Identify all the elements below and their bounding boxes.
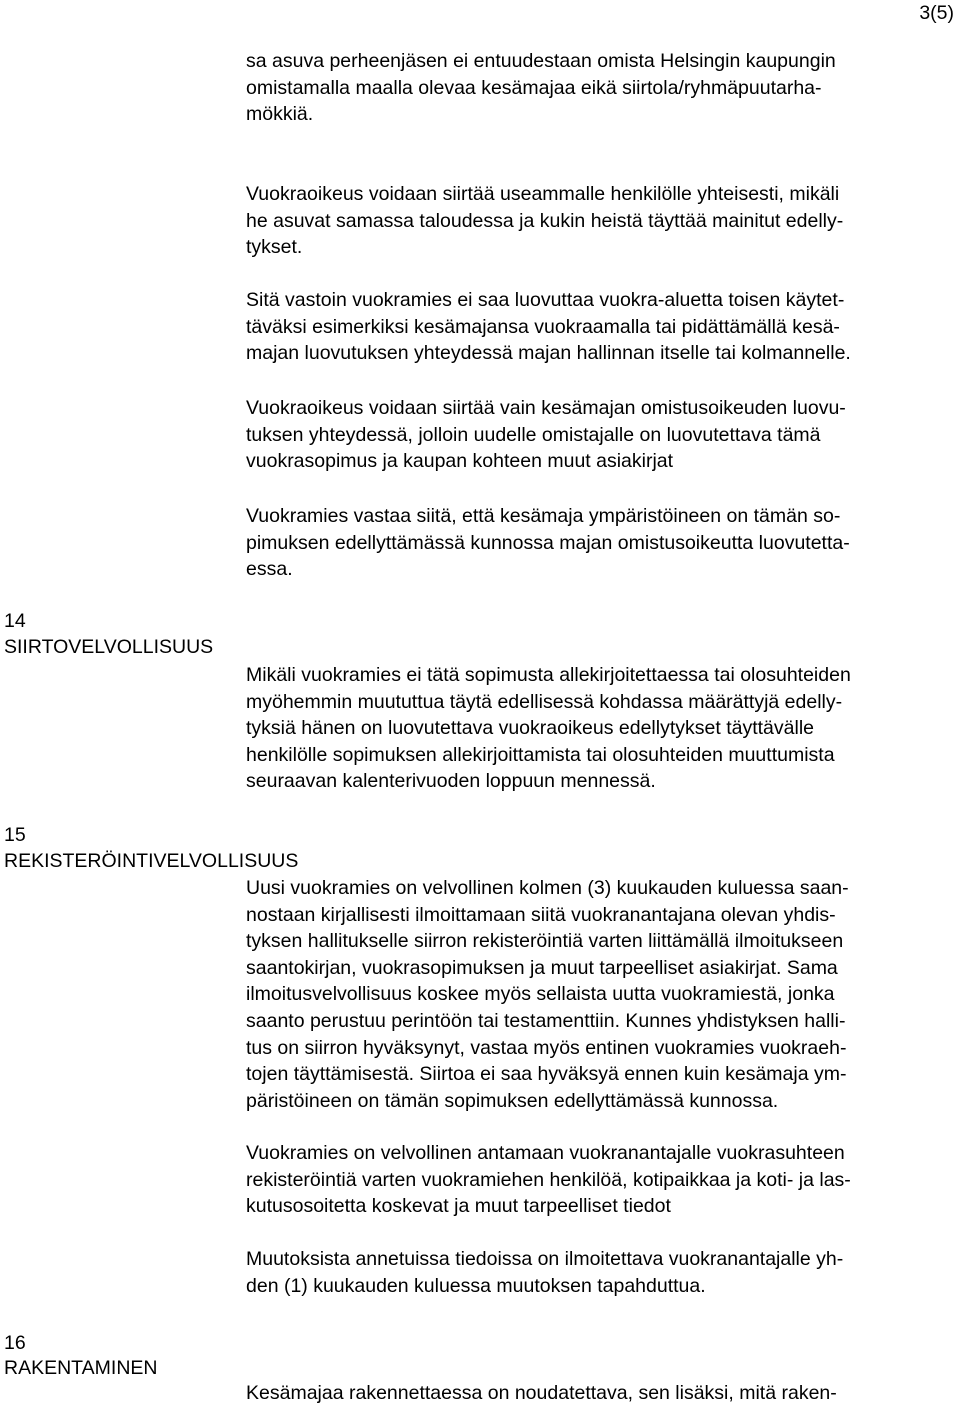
paragraph (246, 1246, 958, 1299)
text-line: Vuokramies on velvollinen antamaan vuokranantajalle vuokrasuhteen (246, 1142, 845, 1164)
text-line: sa asuva perheenjäsen ei entuudestaan omista Helsingin kaupungin (246, 50, 836, 72)
text-line: mökkiä. (246, 103, 314, 126)
paragraph (246, 662, 958, 795)
text-line: tykset. (246, 236, 303, 259)
section-14-title: SIIRTOVELVOLLISUUS (4, 636, 214, 658)
text-line: Uusi vuokramies on velvollinen kolmen (3) kuukauden kuluessa saan- (246, 877, 849, 899)
section-14-number: 14 (4, 610, 26, 632)
text-line: Mikäli vuokramies ei tätä sopimusta allekirjoitettaessa tai olosuhteiden (246, 664, 851, 686)
text-line: kutusosoitetta koskevat ja muut tarpeelliset tiedot (246, 1195, 671, 1218)
text-line: saanto perustuu perintöön tai testamenttiin. Kunnes yhdistyksen halli- (246, 1009, 846, 1032)
section-16-number: 16 (4, 1332, 26, 1354)
text-line: Vuokraoikeus voidaan siirtää vain kesämajan omistusoikeuden luovu- (246, 397, 846, 419)
section-16-title: RAKENTAMINEN (4, 1357, 158, 1379)
text-line: tyksiä hänen on luovutettava vuokraoikeus edellytykset täyttävälle (246, 717, 814, 740)
text-line: essa. (246, 558, 293, 581)
text-line: nostaan kirjallisesti ilmoittamaan siitä vuokranantajana olevan yhdis- (246, 903, 836, 926)
text-line: omistamalla maalla olevaa kesämajaa eikä siirtola/ryhmäpuutarha- (246, 76, 822, 99)
text-line: Muutoksista annetuissa tiedoissa on ilmoitettava vuokranantajalle yh- (246, 1248, 844, 1270)
text-line: täväksi esimerkiksi kesämajansa vuokraamalla tai pidättämällä kesä- (246, 315, 840, 338)
paragraph (246, 287, 958, 367)
text-line: Vuokramies vastaa siitä, että kesämaja ympäristöineen on tämän so- (246, 505, 841, 527)
text-line: tuksen yhteydessä, jolloin uudelle omistajalle on luovutettava tämä (246, 423, 821, 446)
text-line: vuokrasopimus ja kaupan kohteen muut asiakirjat (246, 450, 674, 473)
text-line: rekisteröintiä varten vuokramiehen henkilöä, kotipaikkaa ja koti- ja las- (246, 1168, 851, 1191)
text-line: tyksen hallitukselle siirron rekisteröintiä varten liittämällä ilmoitukseen (246, 930, 844, 953)
text-line: henkilölle sopimuksen allekirjoittamista tai olosuhteiden muuttumista (246, 743, 835, 766)
paragraph (246, 48, 958, 128)
text-line: Kesämajaa rakennettaessa on noudatettava, sen lisäksi, mitä raken- (246, 1382, 837, 1404)
text-line: saantokirjan, vuokrasopimuksen ja muut tarpeelliset asiakirjat. Sama (246, 956, 838, 979)
paragraph (246, 395, 958, 475)
text-line: den (1) kuukauden kuluessa muutoksen tapahduttua. (246, 1274, 706, 1297)
paragraph (246, 1140, 958, 1220)
text-line: Vuokraoikeus voidaan siirtää useammalle henkilölle yhteisesti, mikäli (246, 183, 840, 205)
section-15-number: 15 (4, 824, 26, 846)
paragraph (246, 503, 958, 583)
text-line: myöhemmin muututtua täytä edellisessä kohdassa määrättyjä edelly- (246, 690, 843, 713)
text-line: tus on siirron hyväksynyt, vastaa myös entinen vuokramies vuokraeh- (246, 1036, 847, 1059)
text-line: Sitä vastoin vuokramies ei saa luovuttaa vuokra-aluetta toisen käytet- (246, 289, 845, 311)
page-number: 3(5) (919, 2, 954, 24)
text-line: he asuvat samassa taloudessa ja kukin heistä täyttää mainitut edelly- (246, 209, 844, 232)
paragraph (246, 875, 958, 1114)
text-line: päristöineen on tämän sopimuksen edellyttämässä kunnossa. (246, 1089, 779, 1112)
text-line: seuraavan kalenterivuoden loppuun mennessä. (246, 770, 656, 793)
text-line: pimuksen edellyttämässä kunnossa majan omistusoikeutta luovutetta- (246, 531, 850, 554)
text-line: majan luovutuksen yhteydessä majan hallinnan itselle tai kolmannelle. (246, 342, 851, 365)
text-line: ilmoitusvelvollisuus koskee myös sellaista uutta vuokramiestä, jonka (246, 983, 835, 1006)
text-line: tojen täyttämisestä. Siirtoa ei saa hyväksyä ennen kuin kesämaja ym- (246, 1063, 847, 1086)
paragraph (246, 1380, 958, 1407)
section-15-title: REKISTERÖINTIVELVOLLISUUS (4, 850, 299, 872)
paragraph (246, 181, 958, 261)
